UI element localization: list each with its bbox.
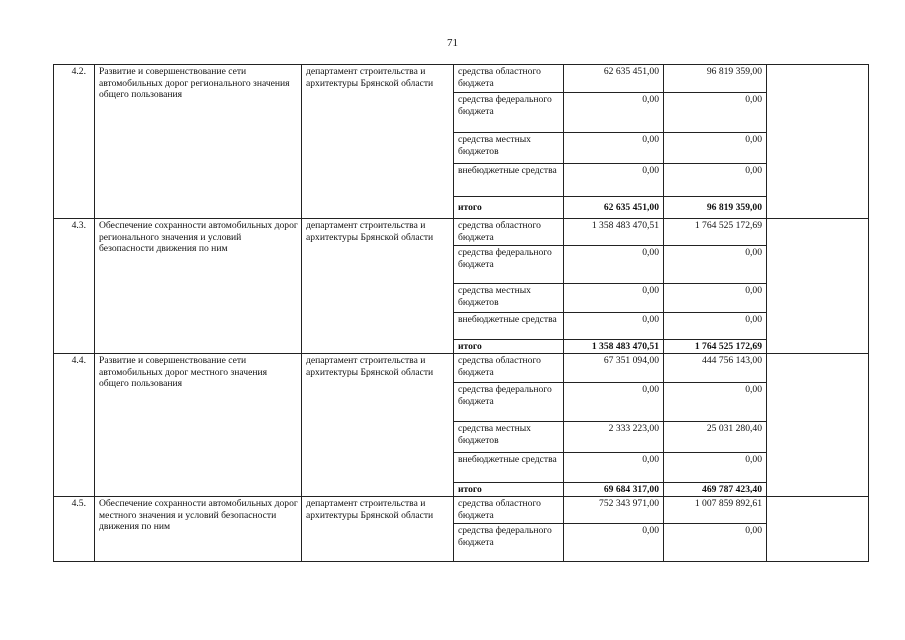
item-number: 4.4. (54, 354, 95, 497)
source-label: средства федерального бюджета (454, 524, 564, 562)
source-label: средства местных бюджетов (454, 422, 564, 453)
table-row (54, 219, 869, 246)
total-value: 96 819 359,00 (664, 197, 767, 219)
table-row (54, 65, 869, 93)
value-cell: 1 358 483 470,51 (564, 219, 664, 246)
value-cell: 0,00 (664, 453, 767, 483)
value-cell: 0,00 (564, 313, 664, 340)
item-name: Развитие и совершенствование сети автомобильных дорог местного значения общего пользования (95, 354, 302, 497)
item-executor: департамент строительства и архитектуры Брянской области (302, 219, 454, 354)
empty-cell (767, 219, 869, 354)
total-value: 62 635 451,00 (564, 197, 664, 219)
value-cell: 0,00 (564, 453, 664, 483)
item-number: 4.2. (54, 65, 95, 219)
value-cell: 0,00 (664, 164, 767, 197)
item-name: Развитие и совершенствование сети автомобильных дорог регионального значения общего пользования (95, 65, 302, 219)
value-cell: 752 343 971,00 (564, 497, 664, 524)
total-value: 1 358 483 470,51 (564, 340, 664, 354)
value-cell: 25 031 280,40 (664, 422, 767, 453)
table-row (54, 354, 869, 383)
value-cell: 0,00 (664, 93, 767, 133)
source-label: средства областного бюджета (454, 219, 564, 246)
item-name: Обеспечение сохранности автомобильных дорог регионального значения и условий безопасности движения по ним (95, 219, 302, 354)
source-label: средства областного бюджета (454, 497, 564, 524)
total-label: итого (454, 340, 564, 354)
value-cell: 67 351 094,00 (564, 354, 664, 383)
budget-table (53, 64, 869, 562)
value-cell: 0,00 (664, 383, 767, 422)
page-number: 71 (447, 37, 458, 49)
empty-cell (767, 65, 869, 219)
value-cell: 0,00 (564, 524, 664, 562)
value-cell: 1 764 525 172,69 (664, 219, 767, 246)
item-executor: департамент строительства и архитектуры Брянской области (302, 497, 454, 562)
item-number: 4.5. (54, 497, 95, 562)
value-cell: 0,00 (664, 284, 767, 313)
value-cell: 0,00 (564, 246, 664, 284)
value-cell: 0,00 (664, 524, 767, 562)
value-cell: 0,00 (564, 133, 664, 164)
value-cell: 0,00 (664, 313, 767, 340)
total-value: 469 787 423,40 (664, 483, 767, 497)
value-cell: 1 007 859 892,61 (664, 497, 767, 524)
total-value: 1 764 525 172,69 (664, 340, 767, 354)
value-cell: 2 333 223,00 (564, 422, 664, 453)
item-number: 4.3. (54, 219, 95, 354)
source-label: внебюджетные средства (454, 164, 564, 197)
source-label: средства федерального бюджета (454, 93, 564, 133)
source-label: средства местных бюджетов (454, 133, 564, 164)
total-label: итого (454, 197, 564, 219)
value-cell: 96 819 359,00 (664, 65, 767, 93)
source-label: внебюджетные средства (454, 453, 564, 483)
source-label: внебюджетные средства (454, 313, 564, 340)
empty-cell (767, 497, 869, 562)
value-cell: 0,00 (564, 164, 664, 197)
total-value: 69 684 317,00 (564, 483, 664, 497)
table-row (54, 497, 869, 524)
value-cell: 62 635 451,00 (564, 65, 664, 93)
source-label: средства областного бюджета (454, 354, 564, 383)
total-label: итого (454, 483, 564, 497)
source-label: средства федерального бюджета (454, 383, 564, 422)
item-name: Обеспечение сохранности автомобильных дорог местного значения и условий безопасности движения по ним (95, 497, 302, 562)
value-cell: 0,00 (564, 383, 664, 422)
value-cell: 0,00 (564, 284, 664, 313)
source-label: средства федерального бюджета (454, 246, 564, 284)
value-cell: 0,00 (564, 93, 664, 133)
value-cell: 0,00 (664, 246, 767, 284)
value-cell: 0,00 (664, 133, 767, 164)
item-executor: департамент строительства и архитектуры Брянской области (302, 65, 454, 219)
empty-cell (767, 354, 869, 497)
source-label: средства областного бюджета (454, 65, 564, 93)
source-label: средства местных бюджетов (454, 284, 564, 313)
value-cell: 444 756 143,00 (664, 354, 767, 383)
item-executor: департамент строительства и архитектуры Брянской области (302, 354, 454, 497)
